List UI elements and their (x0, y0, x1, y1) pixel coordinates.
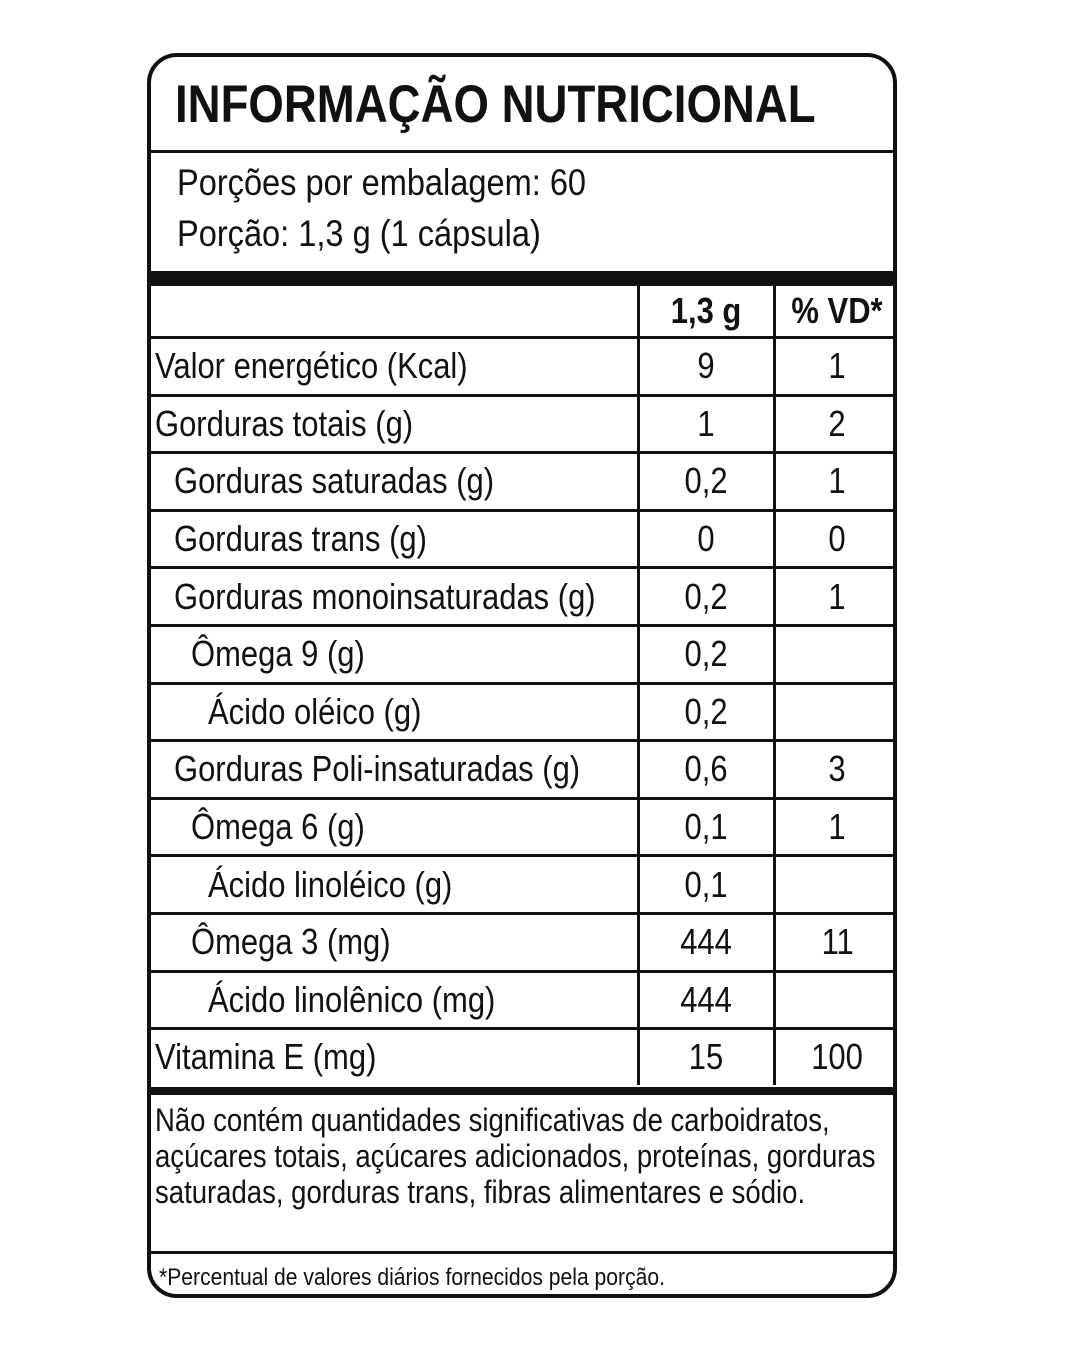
nutrition-facts-panel (147, 53, 897, 1298)
row-vd: 2 (775, 395, 898, 453)
table-row (151, 741, 897, 799)
row-name: Valor energético (Kcal) (151, 338, 639, 396)
row-amount: 0,1 (639, 856, 775, 914)
serving-size: Porção: 1,3 g (1 cápsula) (177, 213, 541, 254)
row-amount: 0,2 (639, 568, 775, 626)
table-row (151, 683, 897, 741)
row-amount: 444 (639, 971, 775, 1029)
header-daily-value: % VD* (775, 286, 898, 338)
table-row (151, 395, 897, 453)
title-divider (151, 150, 893, 153)
nutrition-table (151, 286, 897, 1085)
row-name: Gorduras Poli-insaturadas (g) (151, 741, 639, 799)
row-name: Ácido linoléico (g) (151, 856, 639, 914)
servings-per-package: Porções por embalagem: 60 (177, 162, 587, 203)
row-name: Gorduras saturadas (g) (151, 453, 639, 511)
footnote-divider (151, 1251, 893, 1254)
row-amount: 0 (639, 510, 775, 568)
row-vd (775, 683, 898, 741)
row-name: Ômega 6 (g) (151, 798, 639, 856)
table-row (151, 971, 897, 1029)
row-name: Ácido linolênico (mg) (151, 971, 639, 1029)
row-name: Ômega 9 (g) (151, 625, 639, 683)
row-amount: 1 (639, 395, 775, 453)
table-row (151, 568, 897, 626)
table-row (151, 338, 897, 396)
row-amount: 0,2 (639, 683, 775, 741)
row-name: Ômega 3 (mg) (151, 913, 639, 971)
row-name: Vitamina E (mg) (155, 1036, 377, 1078)
row-vd (775, 625, 898, 683)
row-vd: 0 (775, 510, 898, 568)
table-row (151, 510, 897, 568)
row-amount: 0,2 (639, 625, 775, 683)
row-amount: 444 (639, 913, 775, 971)
table-row (151, 1029, 897, 1085)
table-row (151, 625, 897, 683)
row-amount: 0,1 (639, 798, 775, 856)
table-row (151, 453, 897, 511)
row-amount: 15 (639, 1029, 775, 1085)
header-amount: 1,3 g (639, 286, 775, 338)
header-name (151, 286, 639, 338)
row-vd: 3 (775, 741, 898, 799)
daily-value-note: *Percentual de valores diários fornecidos pela porção. (159, 1264, 666, 1291)
footnote: Não contém quantidades significativas de carboidratos, açúcares totais, açúcares adicionados, proteínas, gorduras saturadas, gorduras trans, fibras alimentares e sódio. (155, 1102, 876, 1210)
row-amount: 0,6 (639, 741, 775, 799)
table-row (151, 798, 897, 856)
table-row (151, 913, 897, 971)
row-vd (775, 971, 898, 1029)
panel-title: INFORMAÇÃO NUTRICIONAL (175, 75, 816, 134)
row-vd: 100 (775, 1029, 898, 1085)
row-name: Gorduras totais (g) (151, 395, 639, 453)
row-vd: 1 (775, 453, 898, 511)
row-amount: 9 (639, 338, 775, 396)
row-vd: 1 (775, 798, 898, 856)
row-vd (775, 856, 898, 914)
serving-thick-divider (151, 271, 893, 286)
row-name: Gorduras monoinsaturadas (g) (151, 568, 639, 626)
row-vd: 1 (775, 568, 898, 626)
row-amount: 0,2 (639, 453, 775, 511)
table-bottom-divider (151, 1087, 893, 1095)
row-vd: 1 (775, 338, 898, 396)
table-row (151, 856, 897, 914)
row-name: Ácido oléico (g) (151, 683, 639, 741)
row-vd: 11 (775, 913, 898, 971)
row-name: Gorduras trans (g) (151, 510, 639, 568)
table-header-row (151, 286, 897, 338)
